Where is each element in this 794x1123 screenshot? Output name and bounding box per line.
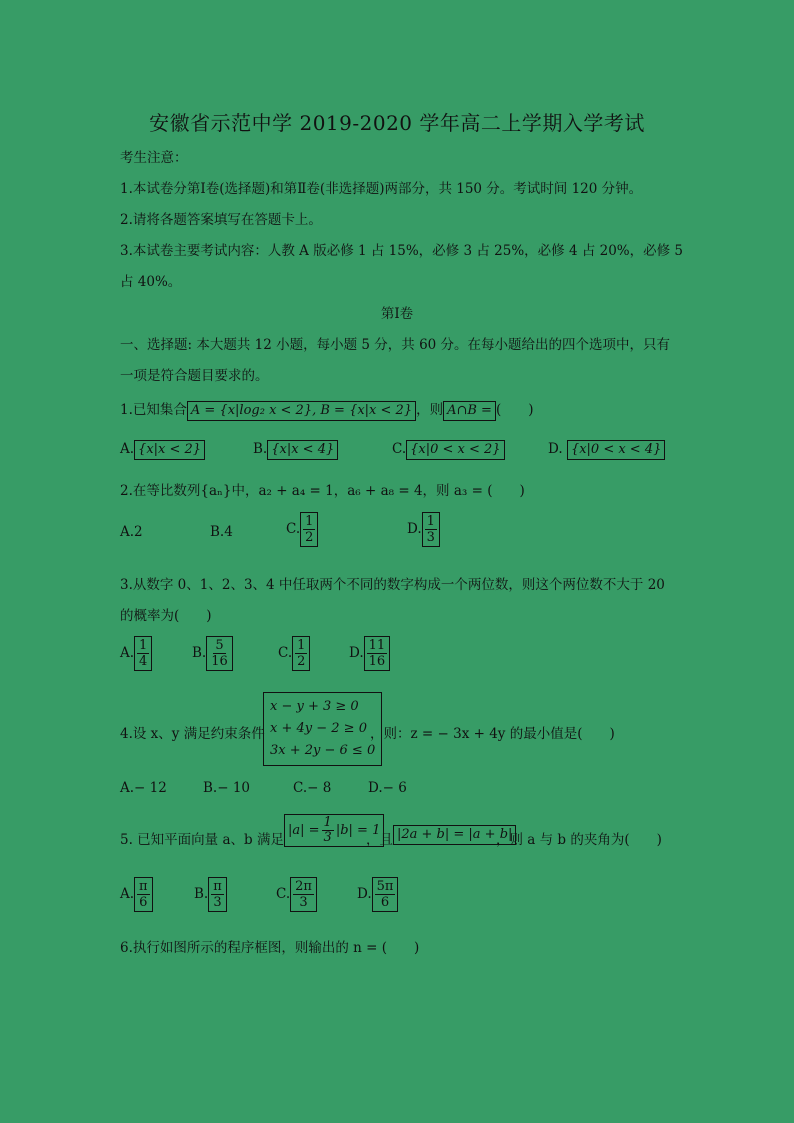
- option-label: B.: [192, 645, 207, 661]
- q1-mid: ，则: [416, 402, 444, 418]
- q2-option-a[interactable]: [120, 524, 143, 540]
- q5-post: ，则 a 与 b 的夹角为( ): [496, 832, 662, 848]
- option-label: D.: [548, 441, 563, 457]
- q1-pre: 1.已知集合: [120, 402, 187, 418]
- question-2: 2.在等比数列{aₙ}中，a₂ + a₄ = 1，a₆ + a₈ = 4，则 a₃ = ( ): [120, 483, 525, 499]
- option-fraction: $\frac{1}{4}$: [134, 636, 152, 671]
- q4-post: ，则：z = − 3x + 4y 的最小值是( ): [370, 726, 615, 742]
- option-label: C.: [392, 441, 407, 457]
- q4-option-a[interactable]: [120, 780, 167, 796]
- option-label: B.: [203, 780, 218, 796]
- q4-option-c[interactable]: [293, 780, 331, 796]
- question-3-line-2: 的概率为( ): [120, 608, 212, 624]
- option-label: D.: [368, 780, 383, 796]
- option-fraction: $\frac{1}{2}$: [300, 512, 318, 547]
- option-fraction: $\frac{2\pi}{3}$: [290, 877, 317, 912]
- option-fraction: $\frac{11}{16}$: [364, 636, 391, 671]
- option-fraction: $\frac{1}{3}$: [422, 512, 440, 547]
- q5-option-b[interactable]: [194, 877, 227, 912]
- formula: |2a + b| = |a + b|: [393, 825, 516, 845]
- q1-option-c[interactable]: [392, 440, 505, 460]
- option-label: C.: [286, 521, 301, 537]
- section-title: 第Ⅰ卷: [380, 306, 414, 322]
- option-value: − 12: [134, 780, 167, 796]
- constraint-1: x − y + 3 ≥ 0: [270, 699, 359, 714]
- q2-option-b[interactable]: [210, 524, 233, 540]
- q3-option-b[interactable]: [192, 636, 233, 671]
- instructions-line-1: 一、选择题: 本大题共 12 小题，每小题 5 分，共 60 分。在每小题给出的四个选项中，只有: [120, 337, 671, 353]
- q5-pre: 5. 已知平面向量 a、b 满足: [120, 832, 284, 848]
- option-label: A.: [120, 441, 135, 457]
- q3-option-a[interactable]: [120, 636, 152, 671]
- option-label: A.: [120, 645, 135, 661]
- option-label: D.: [357, 886, 372, 902]
- option-fraction: $\frac{5}{16}$: [206, 636, 233, 671]
- option-fraction: $\frac{\pi}{6}$: [134, 877, 153, 912]
- notice-item-2: 2.请将各题答案填写在答题卡上。: [120, 212, 322, 228]
- constraint-2: x + 4y − 2 ≥ 0: [270, 721, 367, 736]
- option-fraction: $\frac{5\pi}{6}$: [372, 877, 399, 912]
- option-label: C.: [278, 645, 293, 661]
- option-formula: {x|0 < x < 2}: [406, 440, 504, 460]
- notice-item-3-cont: 占 40%。: [120, 274, 182, 290]
- q1-option-d[interactable]: [548, 440, 665, 460]
- option-value: 4: [224, 524, 233, 540]
- formula-part: |a| =: [288, 823, 320, 838]
- notice-heading: 考生注意：: [120, 150, 188, 166]
- q4-option-b[interactable]: [203, 780, 250, 796]
- notice-item-1: 1.本试卷分第Ⅰ卷(选择题)和第Ⅱ卷(非选择题)两部分，共 150 分。考试时间 120 分钟。: [120, 181, 643, 197]
- option-label: D.: [349, 645, 364, 661]
- q1-set-formula: A = {x|log₂ x < 2}, B = {x|x < 2}: [187, 401, 416, 421]
- option-label: B.: [210, 524, 225, 540]
- option-fraction: $\frac{1}{2}$: [292, 636, 310, 671]
- option-label: C.: [293, 780, 308, 796]
- q1-post: ( ): [495, 402, 534, 418]
- q1-answer-formula: A∩B =: [443, 401, 496, 421]
- q3-option-d[interactable]: [349, 636, 390, 671]
- option-value: 2: [134, 524, 143, 540]
- option-label: B.: [194, 886, 209, 902]
- notice-item-3: 3.本试卷主要考试内容：人教 A 版必修 1 占 15%，必修 3 占 25%，必修 4 占 20%，必修 5: [120, 243, 683, 259]
- option-label: B.: [253, 441, 268, 457]
- option-label: A.: [120, 780, 135, 796]
- q1-option-a[interactable]: [120, 440, 205, 460]
- q3-option-c[interactable]: [278, 636, 310, 671]
- option-label: A.: [120, 886, 135, 902]
- q4-option-d[interactable]: [368, 780, 407, 796]
- question-6: 6.执行如图所示的程序框图，则输出的 n = ( ): [120, 940, 420, 956]
- q1-option-b[interactable]: [253, 440, 338, 460]
- q2-option-d[interactable]: [407, 512, 440, 547]
- question-1: [120, 398, 534, 421]
- option-label: D.: [407, 521, 422, 537]
- page-title: 安徽省示范中学 2019-2020 学年高二上学期入学考试: [149, 111, 645, 135]
- q5-option-d[interactable]: [357, 877, 398, 912]
- option-label: A.: [120, 524, 135, 540]
- option-label: C.: [276, 886, 291, 902]
- q4-constraint-system: [263, 692, 382, 766]
- option-formula: {x|x < 4}: [267, 440, 338, 460]
- q5-option-c[interactable]: [276, 877, 317, 912]
- option-formula: {x|x < 2}: [134, 440, 205, 460]
- option-value: − 10: [217, 780, 250, 796]
- q5-option-a[interactable]: [120, 877, 153, 912]
- instructions-line-2: 一项是符合题目要求的。: [120, 368, 269, 384]
- option-fraction: $\frac{\pi}{3}$: [208, 877, 227, 912]
- option-value: − 8: [307, 780, 332, 796]
- constraint-3: 3x + 2y − 6 ≤ 0: [270, 743, 376, 758]
- q5-mid: ，且: [366, 832, 393, 848]
- option-value: − 6: [382, 780, 407, 796]
- q2-option-c[interactable]: [286, 512, 318, 547]
- option-formula: {x|0 < x < 4}: [567, 440, 665, 460]
- formula-fraction: $\frac{1}{3}$: [323, 815, 332, 845]
- q4-pre: 4.设 x、y 满足约束条件: [120, 726, 265, 742]
- formula-part: |b| = 1: [335, 823, 381, 838]
- question-3-line-1: 3.从数字 0、1、2、3、4 中任取两个不同的数字构成一个两位数，则这个两位数不大于 20: [120, 577, 665, 593]
